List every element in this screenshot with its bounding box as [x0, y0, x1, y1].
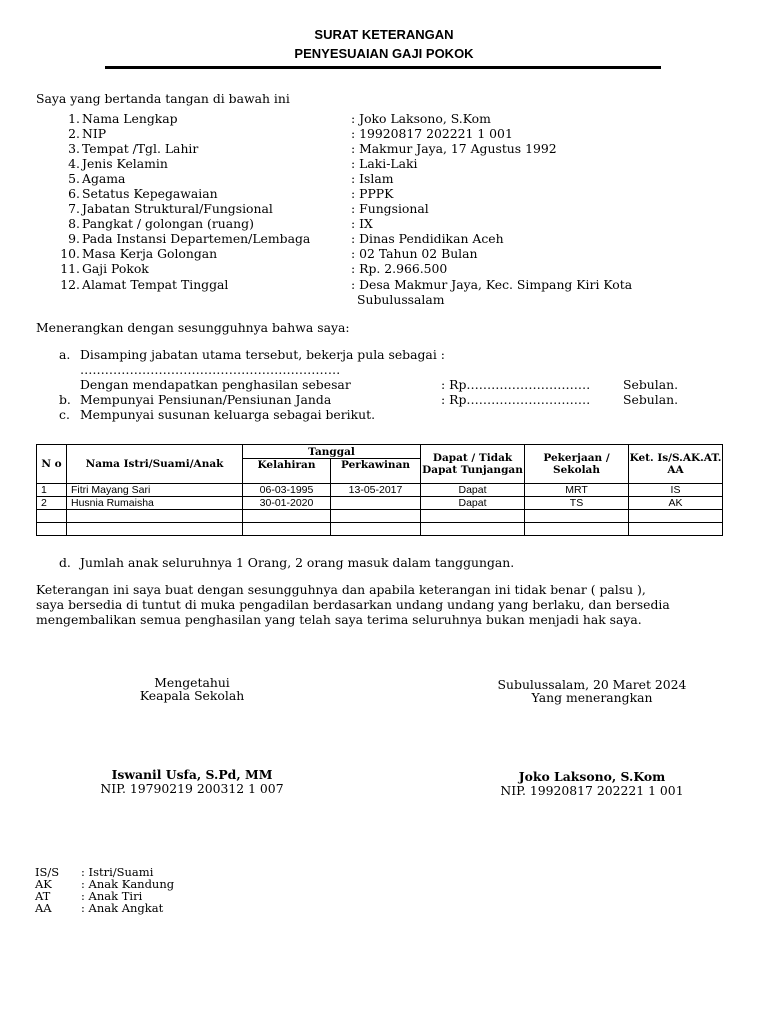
identity-label: Pangkat / golongan (ruang)	[82, 216, 254, 231]
identity-value: : Dinas Pendidikan Aceh	[351, 231, 504, 246]
row-no: 1	[37, 484, 67, 497]
row-tunjangan	[421, 523, 525, 536]
identity-value: : Desa Makmur Jaya, Kec. Simpang Kiri Kota	[351, 277, 633, 292]
identity-value: : 19920817 202221 1 001	[351, 126, 513, 141]
row-pekerjaan	[525, 510, 629, 523]
sign-left-nip: NIP. 19790219 200312 1 007	[100, 781, 284, 796]
identity-value: : Fungsional	[351, 201, 429, 216]
table-row	[37, 497, 723, 510]
row-kelahiran	[243, 510, 331, 523]
identity-value: : Joko Laksono, S.Kom	[351, 111, 491, 126]
row-tunjangan	[421, 510, 525, 523]
row-pekerjaan: MRT	[525, 484, 629, 497]
row-pekerjaan: TS	[525, 497, 629, 510]
statement-text: Menerangkan dengan sesungguhnya bahwa saya:	[36, 320, 350, 335]
item-b-period: Sebulan.	[623, 392, 679, 407]
row-ket: AK	[629, 497, 723, 510]
row-pekerjaan	[525, 523, 629, 536]
identity-number: 11.	[60, 261, 80, 276]
row-perkawinan	[331, 510, 421, 523]
identity-value: : Islam	[351, 171, 394, 186]
identity-label: Gaji Pokok	[82, 261, 149, 276]
legend-value: : Anak Angkat	[81, 901, 164, 915]
row-tunjangan: Dapat	[421, 497, 525, 510]
header-name: Nama Istri/Suami/Anak	[67, 445, 243, 484]
legend-value: : Anak Tiri	[81, 889, 143, 903]
closing-line-2: saya bersedia di tuntut di muka pengadilan berdasarkan undang undang yang berlaku, dan bersedia	[36, 597, 670, 612]
header-tanggal: Tanggal	[243, 445, 421, 459]
item-b-marker: b.	[59, 392, 71, 407]
item-c-marker: c.	[59, 407, 70, 422]
identity-label: Alamat Tempat Tinggal	[82, 277, 229, 292]
identity-number: 12.	[60, 277, 80, 292]
identity-label: NIP	[82, 126, 107, 141]
row-kelahiran: 06-03-1995	[243, 484, 331, 497]
header-no: N o	[37, 445, 67, 484]
row-perkawinan	[331, 523, 421, 536]
identity-label: Setatus Kepegawaian	[82, 186, 218, 201]
sign-left-line-1: Mengetahui	[154, 675, 230, 690]
identity-label: Masa Kerja Golongan	[82, 246, 218, 261]
row-no	[37, 510, 67, 523]
legend-value: : Istri/Suami	[81, 865, 154, 879]
item-a-marker: a.	[59, 347, 71, 362]
legend-key: IS/S	[35, 865, 60, 879]
identity-number: 2.	[68, 126, 80, 141]
identity-label: Tempat /Tgl. Lahir	[82, 141, 199, 156]
identity-number: 6.	[68, 186, 80, 201]
header-pekerjaan: Pekerjaan / Sekolah	[525, 445, 629, 484]
identity-number: 8.	[68, 216, 80, 231]
legend-value: : Anak Kandung	[81, 877, 175, 891]
identity-value: : PPPK	[351, 186, 394, 201]
row-perkawinan: 13-05-2017	[331, 484, 421, 497]
identity-number: 3.	[68, 141, 80, 156]
header-perkawinan: Perkawinan	[331, 459, 421, 484]
item-a-income-rp: : Rp…………………………	[441, 377, 591, 392]
row-kelahiran	[243, 523, 331, 536]
row-name	[67, 523, 243, 536]
intro-text: Saya yang bertanda tangan di bawah ini	[36, 91, 290, 106]
row-tunjangan: Dapat	[421, 484, 525, 497]
header-ket: Ket. Is/S.AK.AT. AA	[629, 445, 723, 484]
row-no	[37, 523, 67, 536]
closing-line-3: mengembalikan semua penghasilan yang telah saya terima seluruhnya bukan menjadi hak saya.	[36, 612, 642, 627]
sign-right-line-2: Yang menerangkan	[531, 690, 653, 705]
row-name: Husnia Rumaisha	[67, 497, 243, 510]
identity-number: 1.	[68, 111, 80, 126]
row-ket	[629, 510, 723, 523]
identity-number: 10.	[60, 246, 80, 261]
sign-right-line-1: Subulussalam, 20 Maret 2024	[497, 677, 687, 692]
row-no: 2	[37, 497, 67, 510]
item-d-text: Jumlah anak seluruhnya 1 Orang, 2 orang masuk dalam tanggungan.	[80, 555, 515, 570]
document-title: SURAT KETERANGAN	[314, 27, 454, 42]
row-kelahiran: 30-01-2020	[243, 497, 331, 510]
title-divider	[105, 66, 661, 69]
table-row	[37, 510, 723, 523]
item-b-text: Mempunyai Pensiunan/Pensiunan Janda	[80, 392, 332, 407]
item-a-text: Disamping jabatan utama tersebut, bekerja pula sebagai :	[80, 347, 445, 362]
row-ket: IS	[629, 484, 723, 497]
identity-number: 4.	[68, 156, 80, 171]
row-name: Fitri Mayang Sari	[67, 484, 243, 497]
item-b-rp: : Rp…………………………	[441, 392, 591, 407]
item-a-income-label: Dengan mendapatkan penghasilan sebesar	[80, 377, 351, 392]
legend-key: AK	[35, 877, 52, 891]
sign-left-line-2: Keapala Sekolah	[139, 688, 245, 703]
identity-value: : Makmur Jaya, 17 Agustus 1992	[351, 141, 557, 156]
sign-right-name: Joko Laksono, S.Kom	[518, 769, 666, 784]
row-perkawinan	[331, 497, 421, 510]
identity-number: 9.	[68, 231, 80, 246]
family-table	[36, 444, 723, 536]
identity-label: Pada Instansi Departemen/Lembaga	[82, 231, 311, 246]
item-a-income-period: Sebulan.	[623, 377, 679, 392]
sign-left-name: Iswanil Usfa, S.Pd, MM	[111, 767, 273, 782]
item-d-marker: d.	[59, 555, 71, 570]
row-ket	[629, 523, 723, 536]
header-kelahiran: Kelahiran	[243, 459, 331, 484]
legend-key: AT	[35, 889, 51, 903]
identity-label: Nama Lengkap	[82, 111, 178, 126]
item-a-dots: ………………………………………………………	[80, 362, 341, 377]
identity-label: Agama	[82, 171, 126, 186]
header-tunjangan: Dapat / Tidak Dapat Tunjangan	[421, 445, 525, 484]
legend-key: AA	[35, 901, 52, 915]
identity-number: 7.	[68, 201, 80, 216]
identity-value-continued: Subulussalam	[357, 292, 445, 307]
identity-value: : Rp. 2.966.500	[351, 261, 448, 276]
identity-label: Jabatan Struktural/Fungsional	[82, 201, 273, 216]
table-row	[37, 484, 723, 497]
closing-line-1: Keterangan ini saya buat dengan sesungguhnya dan apabila keterangan ini tidak benar ( palsu ),	[36, 582, 646, 597]
identity-number: 5.	[68, 171, 80, 186]
sign-right-nip: NIP. 19920817 202221 1 001	[500, 783, 684, 798]
identity-value: : IX	[351, 216, 373, 231]
row-name	[67, 510, 243, 523]
table-row	[37, 523, 723, 536]
document-subtitle: PENYESUAIAN GAJI POKOK	[294, 46, 474, 61]
identity-value: : 02 Tahun 02 Bulan	[351, 246, 478, 261]
identity-label: Jenis Kelamin	[82, 156, 168, 171]
item-c-text: Mempunyai susunan keluarga sebagai berikut.	[80, 407, 376, 422]
identity-value: : Laki-Laki	[351, 156, 418, 171]
